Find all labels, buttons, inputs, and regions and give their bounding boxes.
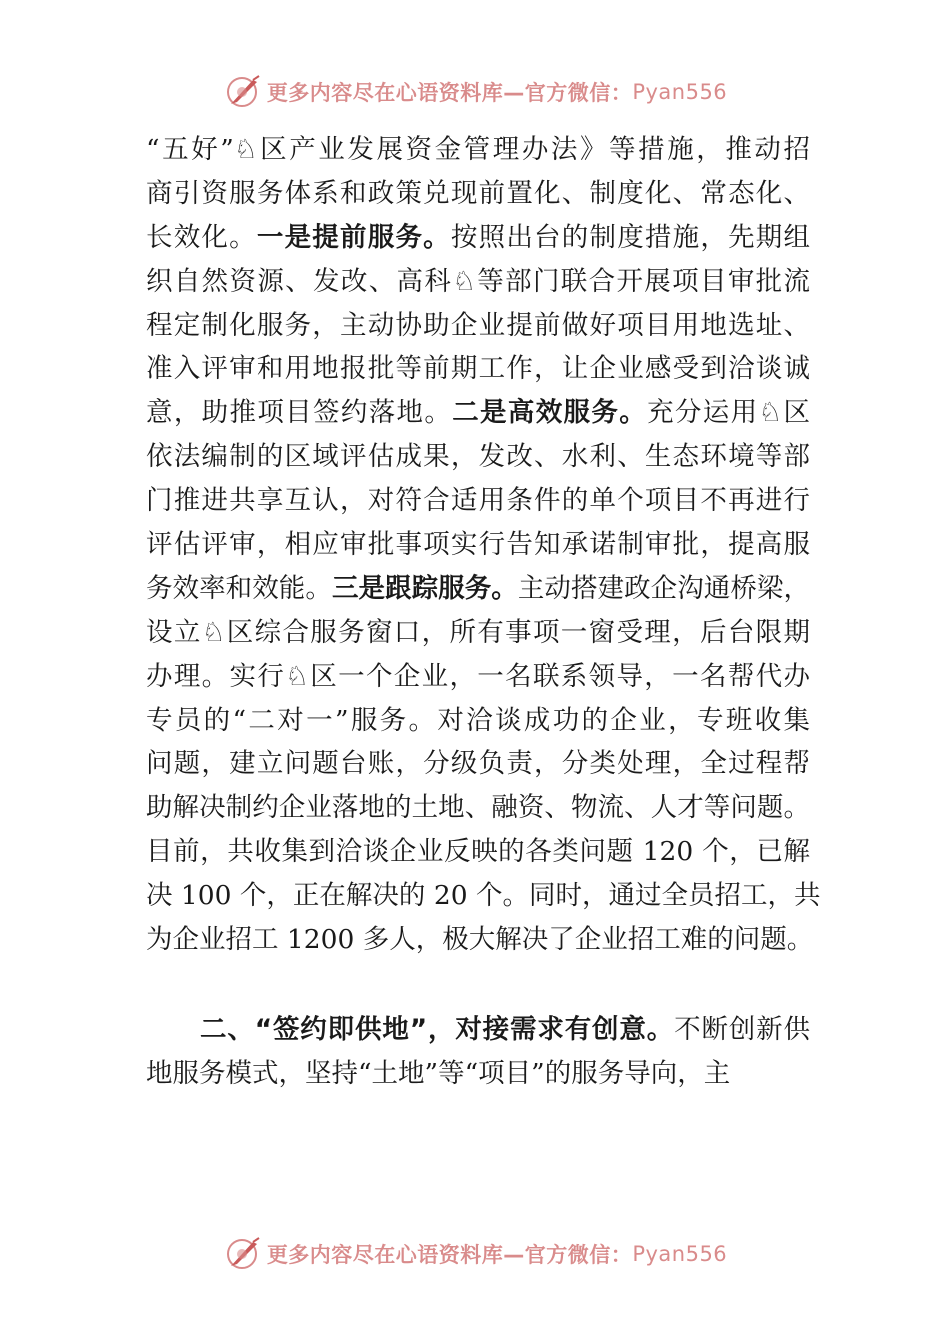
watermark-header (0, 70, 950, 114)
body-text: 评估评审，相应审批事项实行告知承诺制审批，提高服 (146, 529, 810, 561)
bold-heading-text: 一是提前服务。 (256, 221, 451, 253)
text-line (146, 742, 810, 786)
text-line (146, 347, 810, 391)
body-text: 依法编制的区域评估成果，发改、水利、生态环境等部 (146, 441, 810, 473)
text-line (146, 172, 810, 216)
body-text: 为企业招工 1200 多人，极大解决了企业招工难的问题。 (146, 924, 814, 956)
text-line (146, 830, 810, 874)
body-text: 决 100 个，正在解决的 20 个。同时，通过全员招工，共 (146, 880, 821, 912)
body-text: 准入评审和用地报批等前期工作，让企业感受到洽谈诚 (146, 353, 810, 385)
body-text: 长效化。 (146, 221, 257, 253)
paragraph-1 (146, 128, 821, 962)
watermark-text: 更多内容尽在心语资料库—官方微信： (266, 81, 633, 105)
text-line (146, 786, 810, 830)
quill-logo-icon (223, 72, 263, 112)
text-line (146, 918, 814, 962)
text-line (146, 304, 810, 348)
document-body (146, 128, 821, 1096)
body-text: 目前，共收集到洽谈企业反映的各类问题 120 个，已解 (146, 836, 810, 868)
paragraph-2 (146, 1008, 810, 1096)
body-text: 织自然资源、发改、高科♘等部门联合开展项目审批流 (146, 265, 810, 297)
body-text: 意，助推项目签约落地。 (146, 397, 453, 429)
body-text: 充分运用♘区 (647, 397, 811, 429)
body-text: 按照出台的制度措施，先期组 (450, 221, 811, 253)
body-text: 商引资服务体系和政策兑现前置化、制度化、常态化、 (146, 177, 810, 209)
bold-heading-text: 二、“签约即供地”，对接需求有创意。 (200, 1013, 675, 1045)
quill-logo-icon (223, 1234, 263, 1274)
body-text: 专员的“二对一”服务。对洽谈成功的企业，专班收集 (146, 704, 810, 736)
watermark-text: 更多内容尽在心语资料库—官方微信： (266, 1243, 633, 1267)
body-text: 问题，建立问题台账，分级负责，分类处理，全过程帮 (146, 748, 810, 780)
bold-heading-text: 三是跟踪服务。 (331, 572, 518, 604)
text-line (146, 435, 810, 479)
body-text: “五好”♘区产业发展资金管理办法》等措施，推动招 (146, 134, 810, 165)
watermark-wechat-id: Pyan556 (632, 80, 728, 104)
body-text: 地服务模式，坚持“土地”等“项目”的服务导向，主 (146, 1057, 731, 1089)
body-text: 务效率和效能。 (146, 572, 332, 604)
text-line (146, 128, 810, 172)
body-text: 办理。实行♘区一个企业，一名联系领导，一名帮代办 (146, 660, 810, 692)
paragraph-gap (146, 962, 810, 1008)
text-line (146, 611, 810, 655)
text-line (146, 567, 810, 611)
body-text: 不断创新供 (674, 1013, 811, 1045)
watermark-footer (0, 1232, 950, 1276)
text-line (146, 260, 810, 304)
text-line (146, 699, 810, 743)
text-line (146, 655, 810, 699)
text-line (146, 874, 821, 918)
text-line (146, 216, 810, 260)
body-text: 助解决制约企业落地的土地、融资、物流、人才等问题。 (146, 792, 810, 824)
watermark-wechat-id: Pyan556 (632, 1242, 728, 1266)
text-line (146, 1008, 810, 1052)
text-line (146, 523, 810, 567)
text-line (146, 479, 810, 523)
text-line (146, 391, 810, 435)
body-text: 设立♘区综合服务窗口，所有事项一窗受理，后台限期 (146, 616, 810, 648)
body-text: 程定制化服务，主动协助企业提前做好项目用地选址、 (146, 309, 810, 341)
body-text: 门推进共享互认，对符合适用条件的单个项目不再进行 (146, 485, 810, 517)
body-text: 主动搭建政企沟通桥梁， (517, 572, 810, 604)
bold-heading-text: 二是高效服务。 (452, 397, 648, 429)
text-line (146, 1052, 810, 1096)
